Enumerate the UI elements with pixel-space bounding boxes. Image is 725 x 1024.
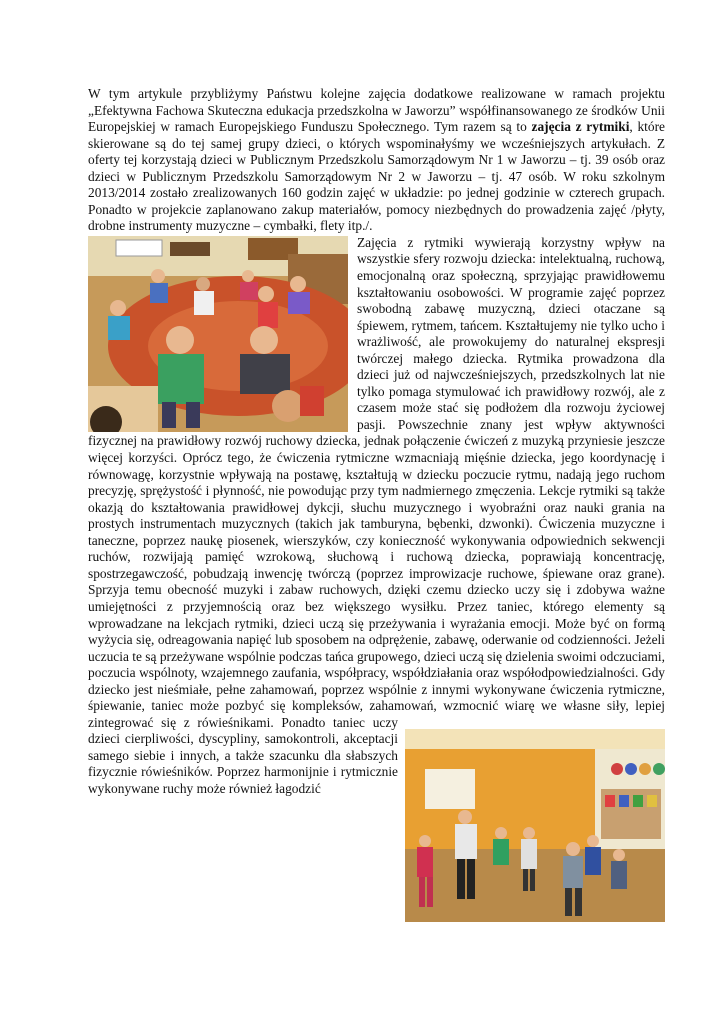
intro-bold-phrase: zajęcia z rytmiki	[531, 119, 630, 135]
photo-children-circle-on-carpet	[88, 236, 348, 432]
article-intro-paragraph	[88, 86, 665, 235]
photo-children-dancing-in-classroom	[405, 729, 665, 922]
main-text: Zajęcia z rytmiki wywierają korzystny wpływ na wszystkie sfery rozwoju dziecka: intelektualną, ruchową, emocjonalną oraz społeczną, sprzyjając prawidłowemu kształtowaniu osobowości. W programie zajęć poprzez swobodną zabawę muzyczną, dzieci otaczane są śpiewem, rytmem, tańcem. Kształtujemy nie tylko ucho i wrażliwość, ale prowokujemy do naturalnej ekspresji twórczej małego dziecka. Rytmika prowadzona dla dzieci już od najwcześniejszych, przedszkolnych lat nie tylko pomaga stymulować ich prawidłowy rozwój, ale z czasem może stać się podłożem dla rozwoju życiowej pasji. Powszechnie znany jest wpływ aktywności fizycznej na prawidłowy rozwój ruchowy dziecka, jednak połączenie ćwiczeń z muzyką przyniesie jeszcze więcej korzyści. Oprócz tego, że ćwiczenia rytmiczne wzmacniają mięśnie dziecka, jego koordynację i równowagę, korzystnie wpływają na postawę, kształtują w dziecku poczucie rytmu, nadają jego ruchom precyzję, sprężystość i płynność, nie powodując przy tym nadmiernego zmęczenia. Lekcje rytmiki są także okazją do kształtowania prawidłowej dykcji, słuchu muzycznego i wyobraźni oraz nauki grania na prostych instrumentach muzycznych (takich jak tamburyna, bębenki, dzwonki). Ćwiczenia muzyczne i taneczne, poprzez naukę piosenek, wierszyków, czy konieczność wykonywania odpowiednich sekwencji ruchów, rozwijają pamięć wzrokową, słuchową i ruchową dziecka, poprawiają koncentrację, spostrzegawczość, pobudzają inwencję twórczą (poprzez improwizacje ruchowe, śpiewane oraz grane). Sprzyja temu obecność muzyki i zabaw ruchowych, dzięki czemu dziecko uczy się i zdobywa ważne umiejętności z przyjemnością oraz bez większego wysiłku. Przez taniec, którego elementy są wprowadzane na lekcjach rytmiki, dzieci uczą się przeżywania i wyrażania emocji. Może być on formą wyżycia się, odreagowania napięć lub sposobem na odprężenie, zabawę, oderwanie od codzienności. Jeżeli uczucia te są przeżywane wspólnie podczas tańca grupowego, dzieci uczą się dzielenia swoimi odczuciami, poczucia wspólnoty, wzajemnego zaufania, współpracy, współdziałania oraz współodpowiedzialności. Gdy dziecko jest nieśmiałe, pełne zahamowań, poprzez wspólnie z innymi wykonywane ćwiczenia rytmiczne, śpiewanie, taniec może pozbyć się kompleksów, zahamowań, wzmocnić wiarę we własne siły, lepiej zintegrować się z rówieśnikami. Ponadto taniec uczy dzieci cierpliwości, dyscypliny, samokontroli, akceptacji samego siebie i innych, a także szacunku dla słabszych fizycznie rówieśników. Poprzez harmonijnie i rytmicznie wykonywane ruchy może również łagodzić	[88, 234, 665, 796]
intro-text-end: , które skierowane są do tej samej grupy dzieci, o których wspominałyśmy we wcześniejszych artykułach. Z oferty tej korzystają dzieci w Publicznym Przedszkolu Samorządowym Nr 1 w Jaworzu – tj. 39 osób oraz dzieci w Publicznym Przedszkolu Samorządowym Nr 2 w Jaworzu – tj. 47 osób. W roku szkolnym 2013/2014 zostało zrealizowanych 160 godzin zajęć w układzie: po jednej godzinie w czterech grupach. Ponadto w projekcie zaplanowano zakup materiałów, pomocy niezbędnych do prowadzenia zajęć /płyty, drobne instrumenty muzyczne – cymbałki, flety itp./.	[88, 119, 665, 234]
intro-text-start: W tym artykule przybliżymy Państwu kolejne zajęcia dodatkowe realizowane w ramach projektu „Efektywna Fachowa Skuteczna edukacja przedszkolna w Jaworzu” współfinansowanego ze środków Unii Europejskiej w ramach Europejskiego Funduszu Społecznego. Tym razem są to	[88, 86, 665, 135]
